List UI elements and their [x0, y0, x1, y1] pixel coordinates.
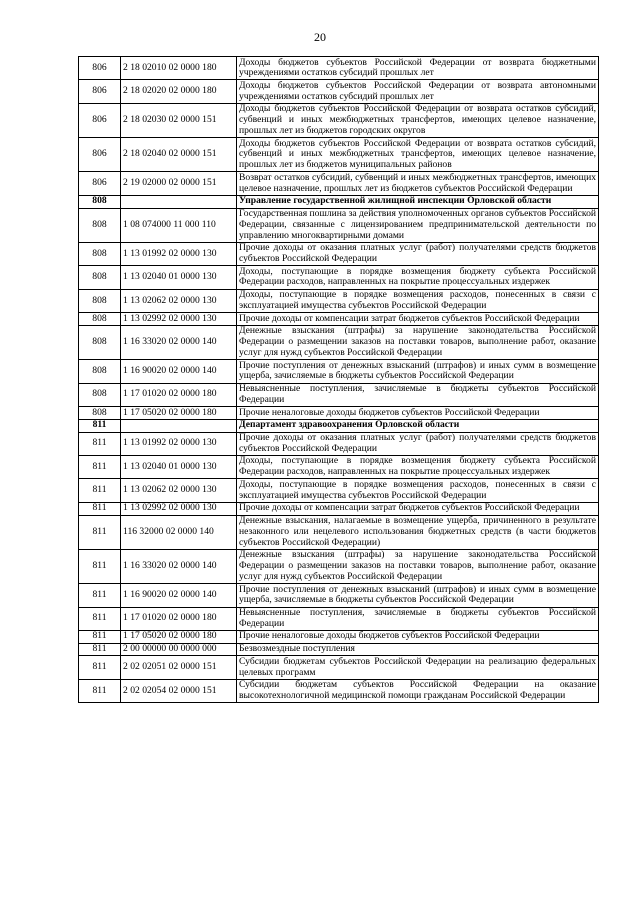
- table-row: [79, 383, 599, 406]
- description-cell: Доходы бюджетов субъектов Российской Федерации от возврата остатков субсидий, субвенций и иных межбюджетных трансфертов, имеющих целевое назначение, прошлых лет из бюджетов муниципальных районов: [237, 138, 599, 172]
- table-row: [79, 679, 599, 702]
- admin-code-cell: 808: [79, 325, 121, 359]
- admin-code-cell: 808: [79, 407, 121, 420]
- revenue-code-cell: 2 18 02020 02 0000 180: [121, 80, 237, 103]
- admin-code-cell: 811: [79, 419, 121, 432]
- admin-code-cell: 811: [79, 515, 121, 549]
- section-header-row: [79, 195, 599, 208]
- description-cell: Прочие доходы от компенсации затрат бюджетов субъектов Российской Федерации: [237, 502, 599, 515]
- table-row: [79, 455, 599, 478]
- table-body: [79, 57, 599, 703]
- description-cell: Прочие поступления от денежных взысканий (штрафов) и иных сумм в возмещение ущерба, зачисляемые в бюджеты субъектов Российской Федерации: [237, 360, 599, 383]
- description-cell: Доходы, поступающие в порядке возмещения бюджету субъекта Российской Федерации расходов, направленных на покрытие процессуальных издержек: [237, 266, 599, 289]
- revenue-code-cell: 1 13 02062 02 0000 130: [121, 479, 237, 502]
- table-row: [79, 479, 599, 502]
- table-row: [79, 172, 599, 195]
- table-row: [79, 313, 599, 326]
- table-row: [79, 80, 599, 103]
- description-cell: Прочие поступления от денежных взысканий (штрафов) и иных сумм в возмещение ущерба, зачисляемые в бюджеты субъектов Российской Федерации: [237, 584, 599, 607]
- description-cell: Государственная пошлина за действия уполномоченных органов субъектов Российской Федерации, связанные с лицензированием предпринимательской деятельности по управлению многоквартирными домами: [237, 208, 599, 242]
- revenue-code-cell: 1 13 02992 02 0000 130: [121, 313, 237, 326]
- description-cell: Денежные взыскания, налагаемые в возмещение ущерба, причиненного в результате незаконного или нецелевого использования бюджетных средств (в части бюджетов субъектов Российской Федерации): [237, 515, 599, 549]
- description-cell: Департамент здравоохранения Орловской области: [237, 419, 599, 432]
- table-row: [79, 242, 599, 265]
- admin-code-cell: 811: [79, 656, 121, 679]
- description-cell: Доходы бюджетов субъектов Российской Федерации от возврата бюджетными учреждениями остатков субсидий прошлых лет: [237, 57, 599, 80]
- table-row: [79, 138, 599, 172]
- description-cell: Денежные взыскания (штрафы) за нарушение законодательства Российской Федерации о размещении заказов на поставки товаров, выполнение работ, оказание услуг для нужд субъектов Российской Федерации: [237, 549, 599, 583]
- description-cell: Прочие доходы от оказания платных услуг (работ) получателями средств бюджетов субъектов Российской Федерации: [237, 432, 599, 455]
- table-row: [79, 607, 599, 630]
- revenue-code-cell: 1 17 01020 02 0000 180: [121, 607, 237, 630]
- revenue-code-cell: 1 13 02040 01 0000 130: [121, 455, 237, 478]
- revenue-code-cell: 2 00 00000 00 0000 000: [121, 643, 237, 656]
- table-row: [79, 584, 599, 607]
- description-cell: Невыясненные поступления, зачисляемые в бюджеты субъектов Российской Федерации: [237, 383, 599, 406]
- revenue-code-cell: 1 13 02040 01 0000 130: [121, 266, 237, 289]
- admin-code-cell: 806: [79, 57, 121, 80]
- revenue-code-cell: 116 32000 02 0000 140: [121, 515, 237, 549]
- admin-code-cell: 811: [79, 549, 121, 583]
- description-cell: Прочие доходы от компенсации затрат бюджетов субъектов Российской Федерации: [237, 313, 599, 326]
- admin-code-cell: 808: [79, 266, 121, 289]
- revenue-code-cell: 2 18 02030 02 0000 151: [121, 103, 237, 137]
- revenue-code-cell: 1 16 90020 02 0000 140: [121, 584, 237, 607]
- description-cell: Доходы, поступающие в порядке возмещения бюджету субъекта Российской Федерации расходов, направленных на покрытие процессуальных издержек: [237, 455, 599, 478]
- revenue-code-cell: 2 18 02010 02 0000 180: [121, 57, 237, 80]
- admin-code-cell: 811: [79, 630, 121, 643]
- admin-code-cell: 806: [79, 138, 121, 172]
- admin-code-cell: 811: [79, 479, 121, 502]
- table-row: [79, 208, 599, 242]
- revenue-code-cell: 2 02 02054 02 0000 151: [121, 679, 237, 702]
- admin-code-cell: 808: [79, 208, 121, 242]
- table-row: [79, 103, 599, 137]
- table-row: [79, 549, 599, 583]
- description-cell: Доходы, поступающие в порядке возмещения расходов, понесенных в связи с эксплуатацией имущества субъектов Российской Федерации: [237, 289, 599, 312]
- description-cell: Денежные взыскания (штрафы) за нарушение законодательства Российской Федерации о размещении заказов на поставки товаров, выполнение работ, оказание услуг для нужд субъектов Российской Федерации: [237, 325, 599, 359]
- table-row: [79, 289, 599, 312]
- admin-code-cell: 811: [79, 502, 121, 515]
- admin-code-cell: 806: [79, 172, 121, 195]
- revenue-code-cell: 1 13 02062 02 0000 130: [121, 289, 237, 312]
- table-row: [79, 643, 599, 656]
- description-cell: Доходы, поступающие в порядке возмещения расходов, понесенных в связи с эксплуатацией имущества субъектов Российской Федерации: [237, 479, 599, 502]
- description-cell: Возврат остатков субсидий, субвенций и иных межбюджетных трансфертов, имеющих целевое назначение, прошлых лет из бюджетов субъектов Российской Федерации: [237, 172, 599, 195]
- description-cell: Прочие неналоговые доходы бюджетов субъектов Российской Федерации: [237, 630, 599, 643]
- admin-code-cell: 811: [79, 432, 121, 455]
- admin-code-cell: 811: [79, 643, 121, 656]
- admin-code-cell: 808: [79, 195, 121, 208]
- revenue-code-cell: 1 16 33020 02 0000 140: [121, 325, 237, 359]
- admin-code-cell: 808: [79, 383, 121, 406]
- description-cell: Субсидии бюджетам субъектов Российской Федерации на реализацию федеральных целевых программ: [237, 656, 599, 679]
- table-row: [79, 266, 599, 289]
- revenue-codes-table: [78, 56, 599, 703]
- admin-code-cell: 806: [79, 80, 121, 103]
- admin-code-cell: 811: [79, 584, 121, 607]
- revenue-code-cell: 1 17 05020 02 0000 180: [121, 407, 237, 420]
- admin-code-cell: 811: [79, 607, 121, 630]
- description-cell: Безвозмездные поступления: [237, 643, 599, 656]
- description-cell: Невыясненные поступления, зачисляемые в бюджеты субъектов Российской Федерации: [237, 607, 599, 630]
- admin-code-cell: 811: [79, 455, 121, 478]
- admin-code-cell: 806: [79, 103, 121, 137]
- admin-code-cell: 808: [79, 313, 121, 326]
- admin-code-cell: 808: [79, 360, 121, 383]
- table-row: [79, 630, 599, 643]
- description-cell: Прочие доходы от оказания платных услуг (работ) получателями средств бюджетов субъектов Российской Федерации: [237, 242, 599, 265]
- admin-code-cell: 811: [79, 679, 121, 702]
- table-row: [79, 502, 599, 515]
- revenue-code-cell: 2 19 02000 02 0000 151: [121, 172, 237, 195]
- table-row: [79, 656, 599, 679]
- revenue-code-cell: 2 18 02040 02 0000 151: [121, 138, 237, 172]
- revenue-code-cell: 1 17 01020 02 0000 180: [121, 383, 237, 406]
- description-cell: Управление государственной жилищной инспекции Орловской области: [237, 195, 599, 208]
- revenue-code-cell: 1 13 01992 02 0000 130: [121, 432, 237, 455]
- revenue-code-cell: 1 13 02992 02 0000 130: [121, 502, 237, 515]
- description-cell: Прочие неналоговые доходы бюджетов субъектов Российской Федерации: [237, 407, 599, 420]
- description-cell: Доходы бюджетов субъектов Российской Федерации от возврата автономными учреждениями остатков субсидий прошлых лет: [237, 80, 599, 103]
- revenue-code-cell: 1 17 05020 02 0000 180: [121, 630, 237, 643]
- table-row: [79, 432, 599, 455]
- revenue-code-cell: 1 13 01992 02 0000 130: [121, 242, 237, 265]
- revenue-code-cell: 1 08 074000 11 000 110: [121, 208, 237, 242]
- table-row: [79, 360, 599, 383]
- revenue-code-cell: [121, 195, 237, 208]
- admin-code-cell: 808: [79, 289, 121, 312]
- section-header-row: [79, 419, 599, 432]
- table-row: [79, 407, 599, 420]
- description-cell: Доходы бюджетов субъектов Российской Федерации от возврата остатков субсидий, субвенций и иных межбюджетных трансфертов, имеющих целевое назначение, прошлых лет из бюджетов городских округов: [237, 103, 599, 137]
- revenue-code-cell: 1 16 33020 02 0000 140: [121, 549, 237, 583]
- table-row: [79, 325, 599, 359]
- revenue-code-cell: [121, 419, 237, 432]
- revenue-code-cell: 1 16 90020 02 0000 140: [121, 360, 237, 383]
- description-cell: Субсидии бюджетам субъектов Российской Федерации на оказание высокотехнологичной медицинской помощи гражданам Российской Федерации: [237, 679, 599, 702]
- admin-code-cell: 808: [79, 242, 121, 265]
- table-row: [79, 57, 599, 80]
- table-row: [79, 515, 599, 549]
- page-number: 20: [314, 30, 326, 44]
- revenue-code-cell: 2 02 02051 02 0000 151: [121, 656, 237, 679]
